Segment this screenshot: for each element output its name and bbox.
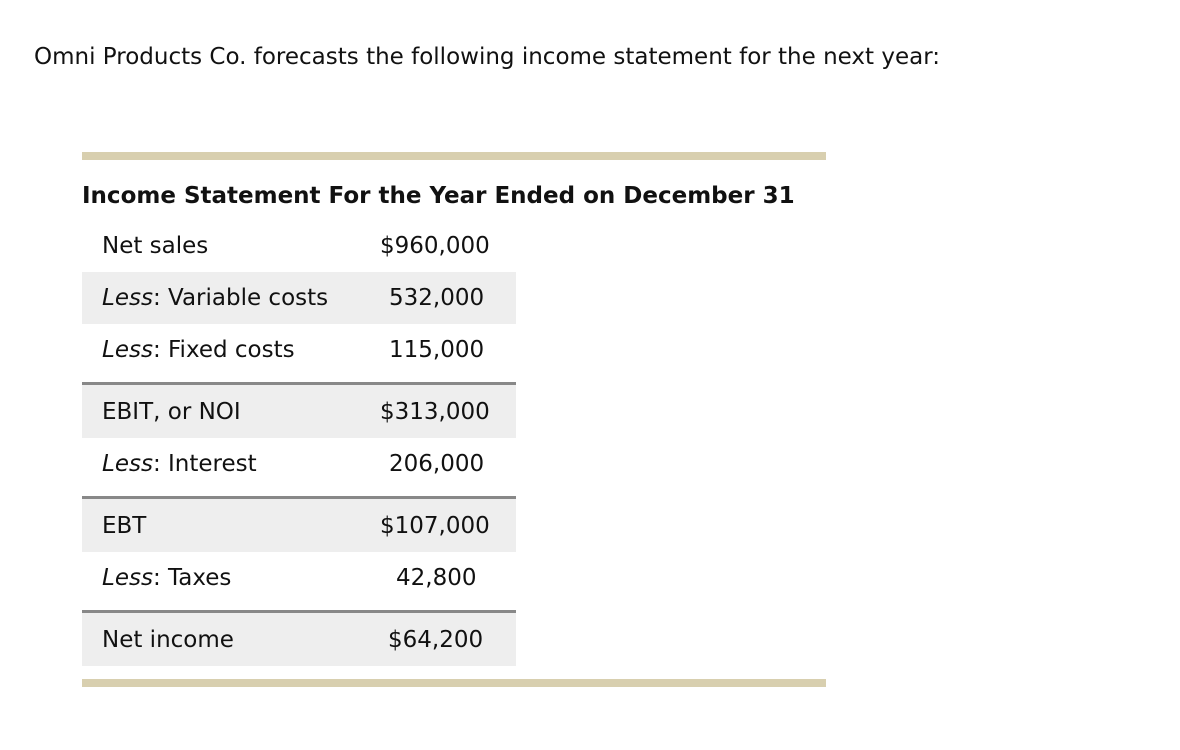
table-bottom-rule — [82, 679, 826, 687]
row-value: 206,000 — [389, 451, 485, 477]
row-fixed-costs — [82, 324, 516, 382]
problem-intro-text: Omni Products Co. forecasts the following income statement for the next year: — [34, 44, 941, 70]
row-label: Less: Taxes — [102, 565, 232, 591]
row-label: EBT — [102, 513, 147, 539]
row-value: 42,800 — [396, 565, 477, 591]
row-ebt — [82, 496, 516, 552]
row-label: Less: Interest — [102, 451, 257, 477]
row-value: 115,000 — [389, 337, 485, 363]
row-ebit — [82, 382, 516, 438]
row-value: $960,000 — [380, 233, 490, 259]
row-label: Net income — [102, 627, 234, 653]
row-label: Less: Variable costs — [102, 285, 329, 311]
row-value: 532,000 — [389, 285, 485, 311]
row-interest — [82, 438, 516, 496]
table-top-rule — [82, 152, 826, 160]
row-value: $313,000 — [380, 399, 490, 425]
row-label: EBIT, or NOI — [102, 399, 241, 425]
row-net-income — [82, 610, 516, 666]
row-variable-costs — [82, 272, 516, 324]
row-net-sales — [82, 220, 516, 272]
row-taxes — [82, 552, 516, 610]
row-value: $64,200 — [388, 627, 484, 653]
row-label: Net sales — [102, 233, 209, 259]
statement-title: Income Statement For the Year Ended on December 31 — [82, 183, 795, 209]
row-label: Less: Fixed costs — [102, 337, 295, 363]
row-value: $107,000 — [380, 513, 490, 539]
